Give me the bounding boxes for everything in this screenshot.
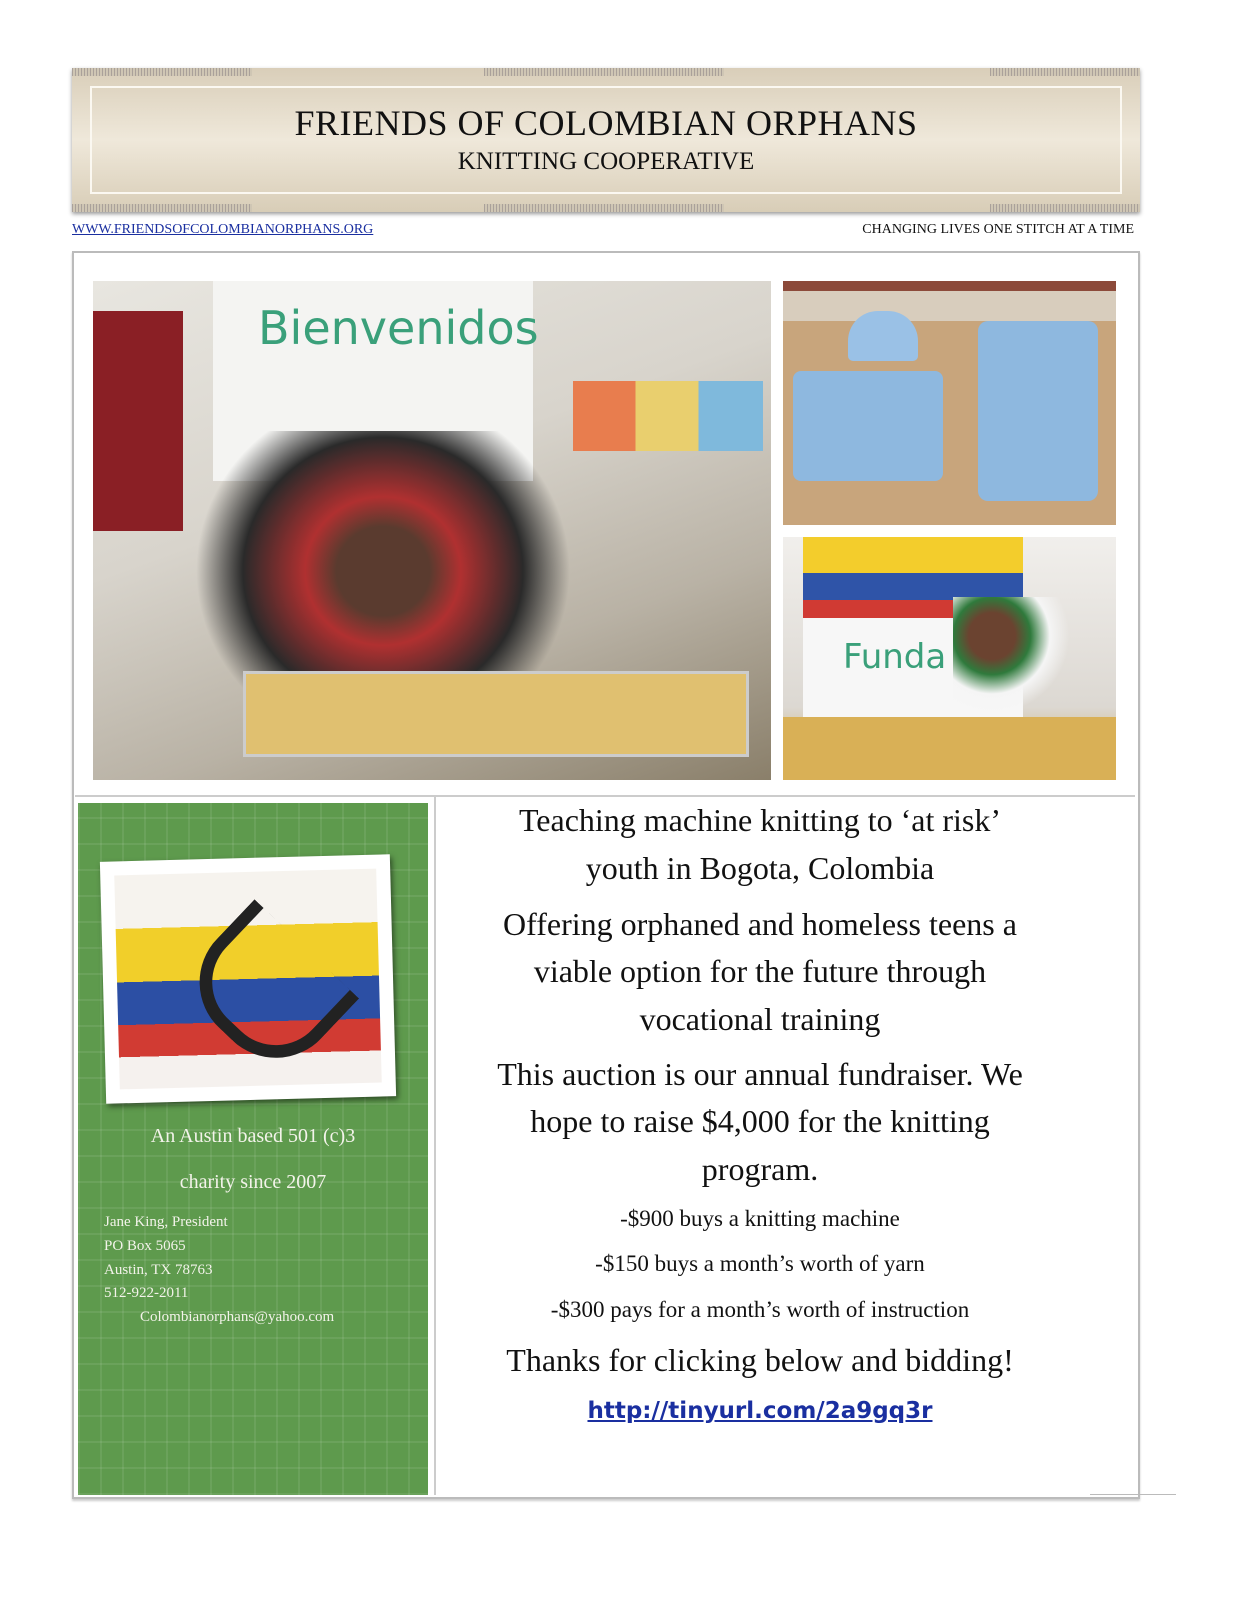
heart-flag-photo <box>100 854 396 1104</box>
header-banner <box>72 68 1140 212</box>
fundraiser-line: This auction is our annual fundraiser. We <box>497 1056 1023 1092</box>
donation-item: -$900 buys a knitting machine <box>620 1206 900 1231</box>
contact-city: Austin, TX 78763 <box>104 1262 213 1278</box>
sidebar-line2: charity since 2007 <box>179 1171 327 1193</box>
donation-item: -$150 buys a month’s worth of yarn <box>595 1251 925 1276</box>
auction-link[interactable]: http://tinyurl.com/2a9gq3r <box>587 1398 933 1424</box>
thanks-text: Thanks for clicking below and bidding! <box>506 1342 1014 1378</box>
auction-link-row <box>440 1398 1080 1424</box>
banner-text: Bienvenidos <box>258 301 539 355</box>
org-subtitle: KNITTING COOPERATIVE <box>457 148 755 175</box>
photo-boy-knitting <box>783 537 1116 780</box>
column-divider <box>434 797 436 1495</box>
donation-item: -$300 pays for a month’s worth of instruction <box>550 1297 970 1322</box>
mission-line: Teaching machine knitting to ‘at risk’ <box>518 802 1002 838</box>
fundraiser-line: hope to raise $4,000 for the knitting <box>530 1103 990 1139</box>
website-link[interactable]: WWW.FRIENDSOFCOLOMBIANORPHANS.ORG <box>72 222 374 237</box>
photo-knitting-group <box>93 281 771 780</box>
contact-pobox: PO Box 5065 <box>104 1238 186 1254</box>
contact-name: Jane King, President <box>104 1214 228 1230</box>
banner-text: Funda <box>843 637 947 677</box>
org-title: FRIENDS OF COLOMBIAN ORPHANS <box>294 103 918 143</box>
contact-email: Colombianorphans@yahoo.com <box>140 1309 335 1325</box>
mission-line: youth in Bogota, Colombia <box>585 850 935 886</box>
photo-knitted-baby-clothes <box>783 281 1116 525</box>
tagline: CHANGING LIVES ONE STITCH AT A TIME <box>862 222 1134 237</box>
mission-line: viable option for the future through <box>533 953 987 989</box>
contact-phone: 512-922-2011 <box>104 1285 189 1301</box>
fundraiser-line: program. <box>701 1151 819 1187</box>
sidebar-line1: An Austin based 501 (c)3 <box>150 1125 356 1147</box>
mission-line: Offering orphaned and homeless teens a <box>503 906 1017 942</box>
footer-rule <box>1090 1494 1176 1495</box>
mission-line: vocational training <box>639 1001 881 1037</box>
